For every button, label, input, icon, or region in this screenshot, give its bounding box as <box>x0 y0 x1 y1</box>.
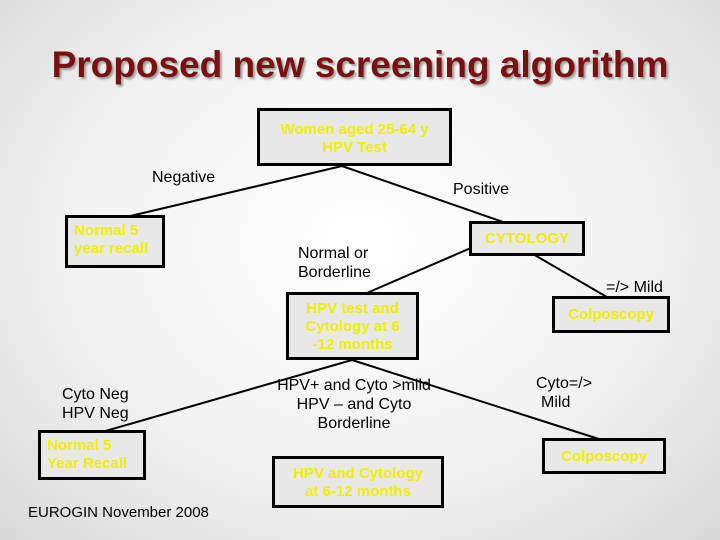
root-node <box>257 108 452 166</box>
hpv-neg-line: HPV Neg <box>62 405 129 422</box>
cyto-neg-line: Cyto Neg <box>62 386 129 403</box>
mild-label: =/> Mild <box>606 279 663 296</box>
page-title: Proposed new screening algorithm <box>51 44 669 85</box>
root-line-2: HPV Test <box>322 139 387 156</box>
colposcopy-bottom-line-1: Colposcopy <box>561 448 647 465</box>
connector-cytology-mild <box>526 250 612 300</box>
connector-cytology-normal <box>360 244 480 296</box>
hpv-cytology-6-12-bottom-node <box>272 456 444 508</box>
cyto-mild-label <box>536 374 592 412</box>
hpv-cyto-line-1: HPV test and <box>306 300 399 317</box>
colposcopy-top-node <box>552 296 670 333</box>
normal5-bottom-line-1: Normal 5 <box>47 437 112 454</box>
footer-text: EUROGIN November 2008 <box>28 504 209 521</box>
normal-borderline-label <box>298 244 371 282</box>
positive-label: Positive <box>453 181 510 198</box>
root-line-1: Women aged 25-64 y <box>280 121 429 138</box>
hpv-cytology-6-12-node <box>286 292 419 360</box>
normal5-top-line-2: year recall <box>74 240 149 257</box>
normal5-bottom-line-2: Year Recall <box>47 455 128 472</box>
hpv-plus-line-1: HPV+ and Cyto >mild <box>277 377 431 394</box>
normal-borderline-line-2: Borderline <box>298 264 371 281</box>
hpv-cyto-bottom-line-1: HPV and Cytology <box>292 465 423 482</box>
colposcopy-top-line-1: Colposcopy <box>568 306 654 323</box>
cyto-neg-hpv-neg-label <box>62 385 129 423</box>
cyto-mild-line-2: Mild <box>541 394 571 411</box>
colposcopy-bottom-node <box>542 438 666 474</box>
normal-5-year-recall-node <box>65 215 165 268</box>
hpv-cyto-line-3: -12 months <box>312 336 393 353</box>
hpv-plus-label <box>258 376 450 433</box>
hpv-plus-line-2: HPV – and Cyto <box>296 396 412 413</box>
negative-label: Negative <box>152 169 216 186</box>
normal5-top-line-1: Normal 5 <box>74 222 139 239</box>
hpv-plus-line-3: Borderline <box>317 415 391 432</box>
hpv-cyto-bottom-line-2: at 6-12 months <box>305 483 411 500</box>
hpv-cyto-line-2: Cytology at 6 <box>305 318 400 335</box>
normal-5-year-recall-bottom-node <box>38 430 146 480</box>
normal-borderline-line-1: Normal or <box>298 245 369 262</box>
cyto-mild-line-1: Cyto=/> <box>536 375 593 392</box>
cytology-node <box>469 221 585 256</box>
cytology-line-1: CYTOLOGY <box>485 230 569 247</box>
